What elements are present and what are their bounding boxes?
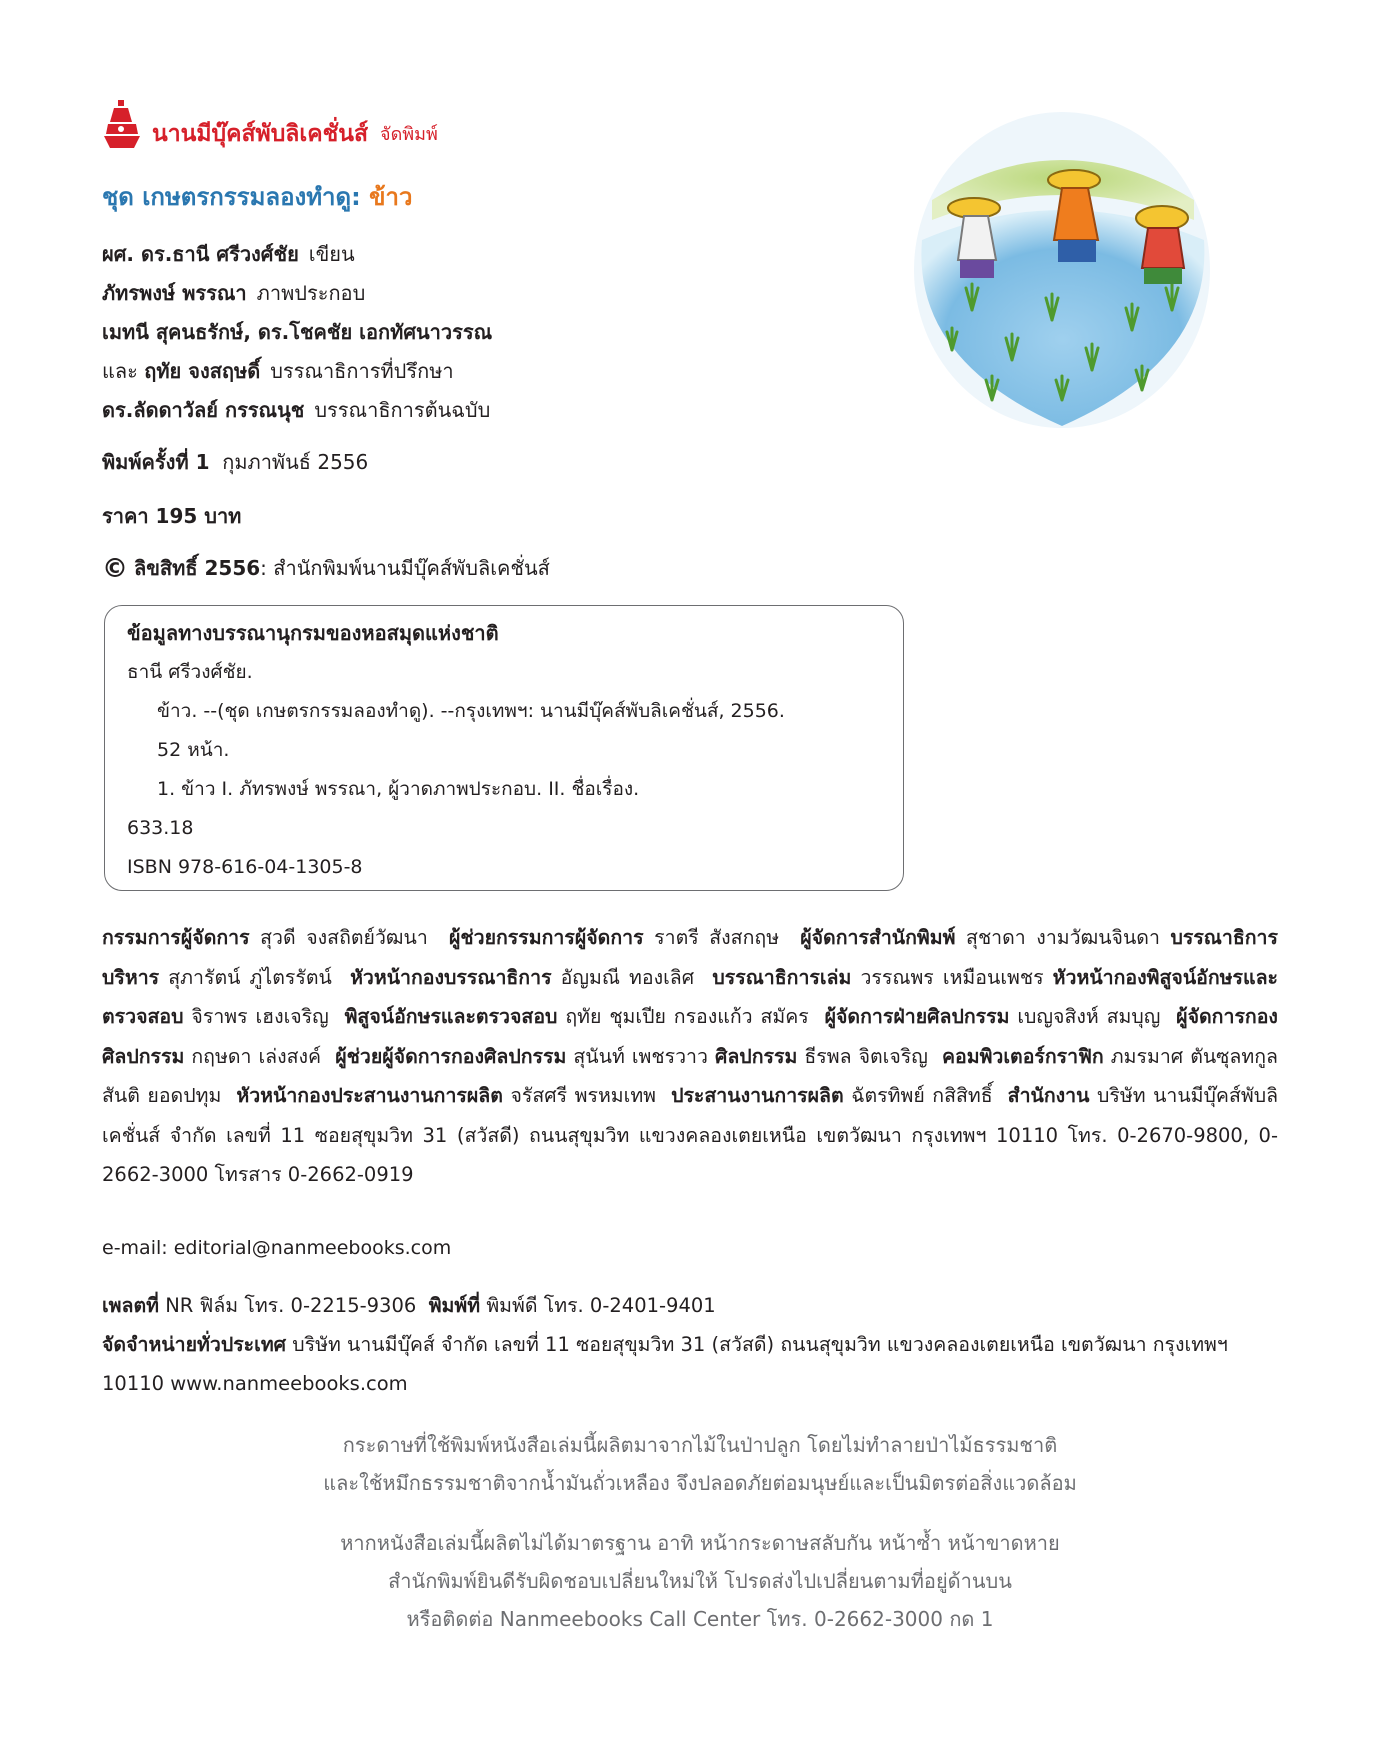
publisher-role: จัดพิมพ์ — [380, 124, 438, 145]
environment-note — [102, 1426, 1298, 1502]
staff-label: บรรณาธิการบริหาร — [102, 926, 1278, 989]
note-line: สำนักพิมพ์ยินดีรับผิดชอบเปลี่ยนใหม่ให้ โปรดส่งไปเปลี่ยนตามที่อยู่ด้านบน — [388, 1569, 1012, 1593]
staff-name: จรัสศรี พรหมเทพ — [510, 1084, 657, 1107]
credit-prefix: และ — [102, 359, 138, 383]
defect-note — [102, 1524, 1298, 1638]
staff-label: ผู้จัดการกองศิลปกรรม — [102, 1005, 1278, 1068]
print-value: พิมพ์ดี โทร. 0-2401-9401 — [486, 1294, 716, 1317]
credit-role: บรรณาธิการต้นฉบับ — [314, 398, 491, 422]
plate-label: เพลตที่ — [102, 1294, 159, 1317]
staff-label: หัวหน้ากองบรรณาธิการ — [350, 965, 552, 989]
credit-line — [102, 313, 492, 352]
note-line: หากหนังสือเล่มนี้ผลิตไม่ได้มาตรฐาน อาทิ หน้ากระดาษสลับกัน หน้าซ้ำ หน้าขาดหาย — [340, 1531, 1060, 1555]
copyright-icon: © — [102, 554, 128, 584]
staff-name: สุวดี จงสถิตย์วัฒนา — [260, 926, 428, 949]
staff-label: ผู้จัดการสำนักพิมพ์ — [800, 926, 956, 949]
credit-name: ผศ. ดร.ธานี ศรีวงศ์ชัย — [102, 242, 299, 266]
credit-name: ฤทัย จงสฤษดิ์ — [144, 359, 261, 383]
cip-entry: ข้าว. --(ชุด เกษตรกรรมลองทำดู). --กรุงเทพฯ: นานมีบุ๊คส์พับลิเคชั่นส์, 2556. — [157, 700, 785, 722]
copyright-label: ลิขสิทธิ์ 2556 — [134, 556, 261, 580]
copyright-line — [102, 552, 550, 585]
contact-email: e-mail: editorial@nanmeebooks.com — [102, 1237, 452, 1259]
rice-farmers-illustration — [912, 100, 1212, 430]
cip-author: ธานี ศรีวงศ์ชัย. — [127, 661, 253, 683]
staff-label: บรรณาธิการเล่ม — [712, 965, 852, 989]
office-address: บริษัท นานมีบุ๊คส์พับลิเคชั่นส์ จำกัด เลขที่ 11 ซอยสุขุมวิท 31 (สวัสดี) ถนนสุขุมวิท แขวงคลองเตยเหนือ เขตวัฒนา กรุงเทพฯ 10110 โทร. 0-2670-9800, 0-2662-3000 โทรสาร 0-2662-0919 — [102, 1084, 1279, 1186]
cataloging-data-box — [104, 605, 904, 891]
edition-line — [102, 446, 368, 478]
publisher-name: นานมีบุ๊คส์พับลิเคชั่นส์ — [152, 121, 369, 147]
staff-list — [102, 918, 1278, 1195]
price: ราคา 195 บาท — [102, 504, 242, 528]
staff-name: วรรณพร เหมือนเพชร — [860, 965, 1044, 989]
staff-label: ประสานงานการผลิต — [671, 1084, 844, 1107]
cip-classification: 633.18 — [127, 817, 194, 839]
distribution-line — [102, 1325, 1278, 1403]
staff-label: หัวหน้ากองพิสูจน์อักษรและตรวจสอบ — [102, 965, 1278, 1028]
credit-role: บรรณาธิการที่ปรึกษา — [270, 359, 454, 383]
credit-name: ภัทรพงษ์ พรรณา — [102, 281, 247, 305]
staff-name: ฉัตรทิพย์ กสิสิทธิ์ — [851, 1084, 993, 1107]
staff-name: กฤษดา เล่งสงค์ — [191, 1044, 322, 1068]
staff-label: ผู้ช่วยกรรมการผู้จัดการ — [448, 926, 644, 949]
staff-label: หัวหน้ากองประสานงานการผลิต — [236, 1084, 503, 1107]
plate-value: NR ฟิล์ม โทร. 0-2215-9306 — [165, 1294, 417, 1317]
staff-label: สำนักงาน — [1007, 1084, 1090, 1107]
staff-name: ฤทัย ชุมเปีย กรองแก้ว สมัคร — [565, 1005, 809, 1028]
printing-info — [102, 1286, 1278, 1403]
cip-title: ข้อมูลทางบรรณานุกรมของหอสมุดแห่งชาติ — [127, 621, 499, 645]
plate-print-line — [102, 1286, 1278, 1325]
series-prefix: ชุด เกษตรกรรมลองทำดู: — [102, 183, 361, 211]
staff-label: ศิลปกรรม — [714, 1044, 798, 1068]
distribution-label: จัดจำหน่ายทั่วประเทศ — [102, 1333, 287, 1356]
staff-name: สุภารัตน์ ภู่ไตรรัตน์ — [168, 965, 332, 989]
cip-isbn: ISBN 978-616-04-1305-8 — [127, 856, 363, 878]
credit-name: เมทนี สุคนธรักษ์, ดร.โชคชัย เอกทัศนาวรรณ — [102, 320, 493, 344]
ship-logo-icon — [102, 98, 142, 150]
staff-name: จิราพร เฮงเจริญ — [191, 1005, 329, 1028]
publisher-header — [102, 94, 438, 150]
cip-pages: 52 หน้า. — [157, 739, 230, 761]
staff-label: ผู้จัดการฝ่ายศิลปกรรม — [824, 1005, 1010, 1028]
staff-name: สุนันท์ เพชรวาว — [573, 1044, 708, 1068]
credit-role: เขียน — [308, 242, 355, 266]
credits-block — [102, 235, 492, 430]
credit-line — [102, 391, 492, 430]
distribution-value: บริษัท นานมีบุ๊คส์ จำกัด เลขที่ 11 ซอยสุขุมวิท 31 (สวัสดี) ถนนสุขุมวิท แขวงคลองเตยเหนือ เขตวัฒนา กรุงเทพฯ 10110 www.nanmeebooks.com — [102, 1333, 1228, 1395]
credit-line — [102, 235, 492, 274]
credit-role: ภาพประกอบ — [256, 281, 366, 305]
credit-name: ดร.ลัดดาวัลย์ กรรณนุช — [102, 398, 305, 422]
staff-label: ผู้ช่วยผู้จัดการกองศิลปกรรม — [335, 1044, 567, 1068]
staff-name: ราตรี สังสกฤษ — [654, 926, 780, 949]
staff-name: ภมรมาศ ตันซุลทกูล สันติ ยอดปทุม — [102, 1044, 1278, 1107]
staff-label: คอมพิวเตอร์กราฟิก — [941, 1044, 1104, 1068]
series-title: ข้าว — [369, 183, 413, 211]
note-line: กระดาษที่ใช้พิมพ์หนังสือเล่มนี้ผลิตมาจากไม้ในป่าปลูก โดยไม่ทำลายป่าไม้ธรรมชาติ — [342, 1433, 1058, 1457]
credit-line — [102, 352, 492, 391]
credit-line — [102, 274, 492, 313]
staff-label: พิสูจน์อักษรและตรวจสอบ — [344, 1005, 558, 1028]
staff-name: ธีรพล จิตเจริญ — [804, 1044, 928, 1068]
series-line — [102, 180, 412, 214]
edition-label: พิมพ์ครั้งที่ 1 — [102, 450, 210, 474]
copyright-holder: : สำนักพิมพ์นานมีบุ๊คส์พับลิเคชั่นส์ — [260, 556, 550, 580]
print-label: พิมพ์ที่ — [428, 1294, 481, 1317]
note-line: หรือติดต่อ Nanmeebooks Call Center โทร. 0-2662-3000 กด 1 — [406, 1607, 994, 1631]
staff-name: อัญมณี ทองเลิศ — [560, 965, 695, 989]
staff-name: เบญจสิงห์ สมบุญ — [1017, 1005, 1161, 1028]
staff-name: สุชาดา งามวัฒนจินดา — [966, 926, 1160, 949]
note-line: และใช้หมึกธรรมชาติจากน้ำมันถั่วเหลือง จึงปลอดภัยต่อมนุษย์และเป็นมิตรต่อสิ่งแวดล้อม — [323, 1471, 1077, 1495]
staff-label: กรรมการผู้จัดการ — [102, 926, 250, 949]
cip-subjects: 1. ข้าว I. ภัทรพงษ์ พรรณา, ผู้วาดภาพประกอบ. II. ชื่อเรื่อง. — [157, 778, 640, 800]
edition-date: กุมภาพันธ์ 2556 — [222, 450, 369, 474]
